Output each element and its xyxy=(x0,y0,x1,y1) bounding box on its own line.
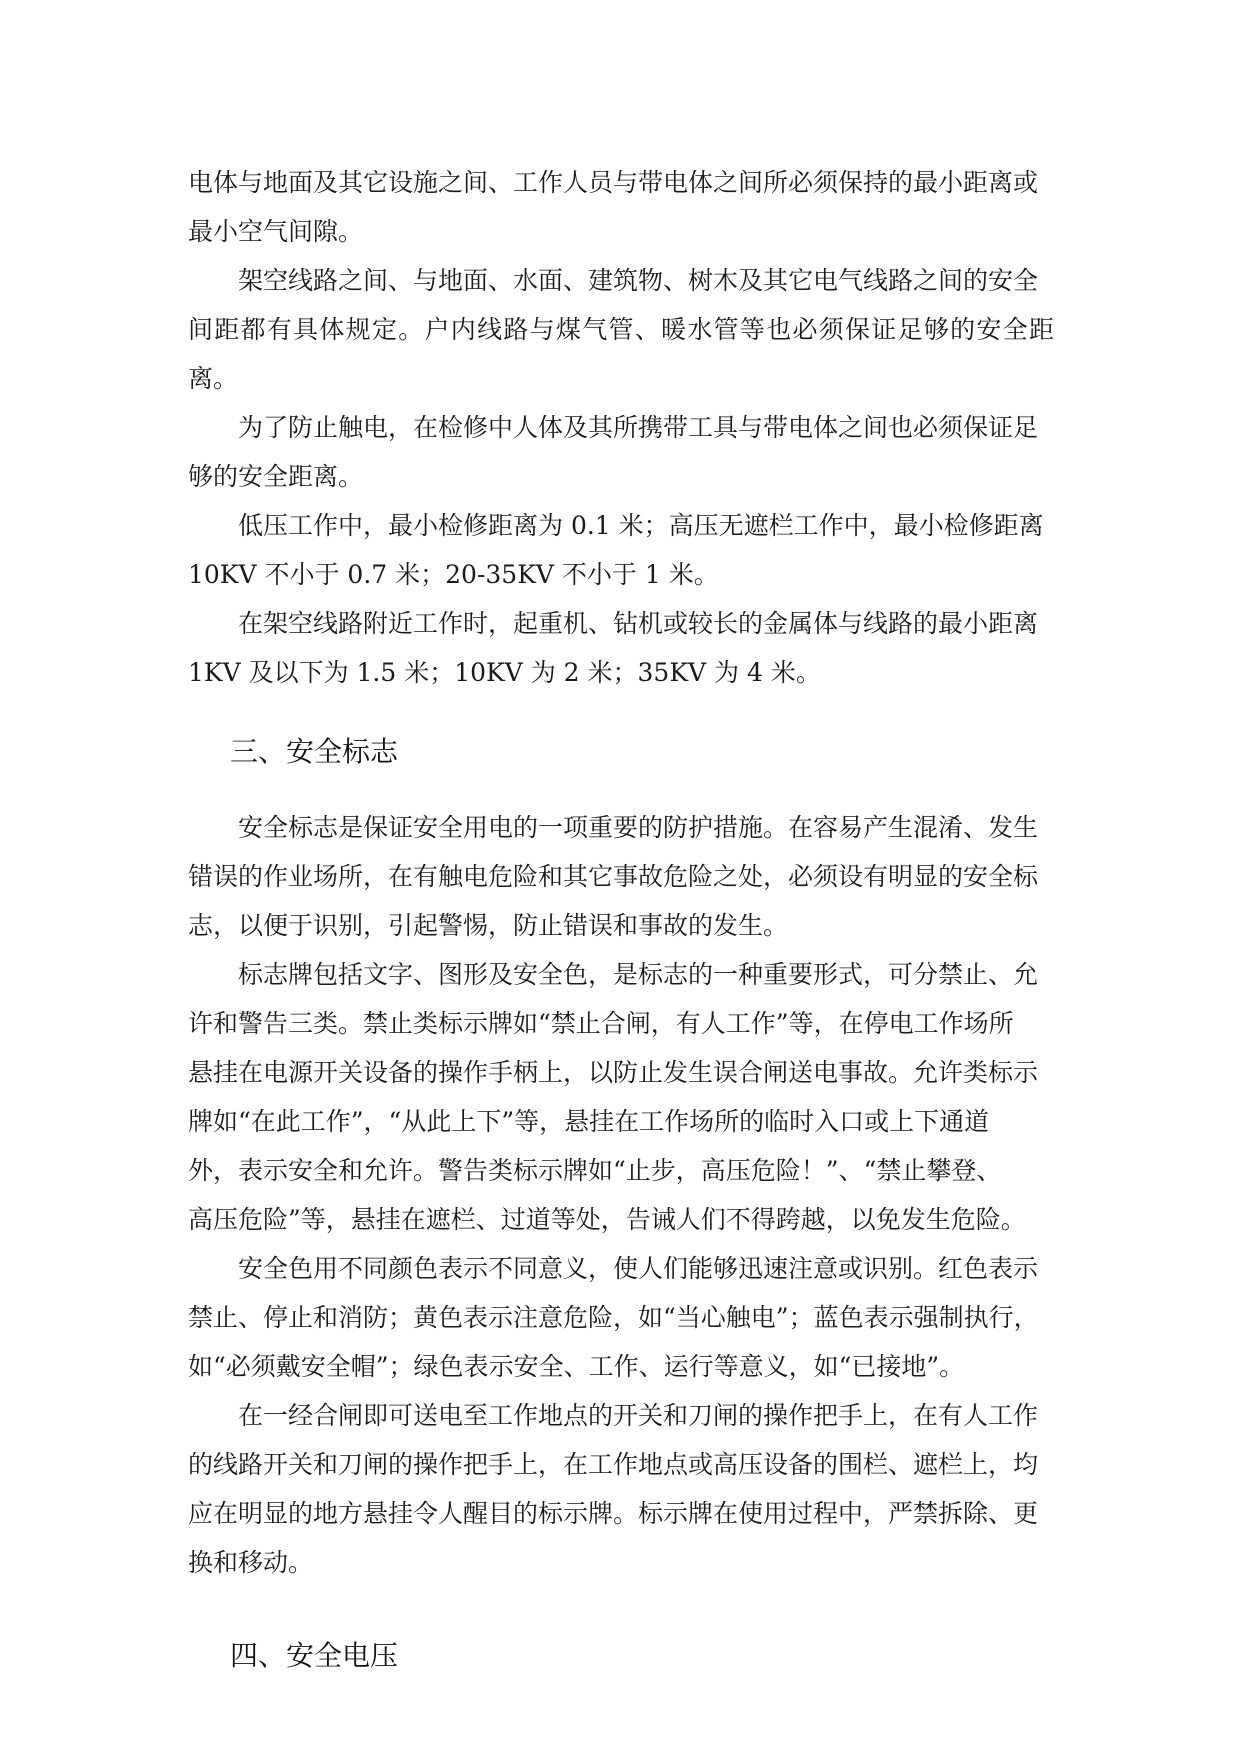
section-heading-safety-voltage: 四、安全电压 xyxy=(230,1639,399,1672)
paragraph-crane-distance: 在架空线路附近工作时，起重机、钻机或较长的金属体与线路的最小距离 1KV 及以下为 1.5 米；10KV 为 2 米；35KV 为 4 米。 xyxy=(188,609,1039,687)
paragraph-overhead-line-spacing: 架空线路之间、与地面、水面、建筑物、树木及其它电气线路之间的安全 间距都有具体规定。户内线路与煤气管、暖水管等也必须保证足够的安全距离。 xyxy=(188,266,1054,393)
paragraph-maintenance-clearance: 为了防止触电，在检修中人体及其所携带工具与带电体之间也必须保证足 够的安全距离。 xyxy=(188,413,1039,491)
paragraph-safety-sign-purpose: 安全标志是保证安全用电的一项重要的防护措施。在容易产生混淆、发生 错误的作业场所，在有触电危险和其它事故危险之处，必须设有明显的安全标 志，以便于识别，引起警惕，防止错误和事故的发生。 xyxy=(188,813,1039,940)
paragraph-clearance-definition: 电体与地面及其它设施之间、工作人员与带电体之间所必须保持的最小距离或 最小空气间隙。 xyxy=(188,168,1039,246)
paragraph-sign-board-types: 标志牌包括文字、图形及安全色，是标志的一种重要形式，可分禁止、允 许和警告三类。禁止类标示牌如“禁止合闸，有人工作”等，在停电工作场所 悬挂在电源开关设备的操作手柄上，以防止发生误合闸送电事故。允许类标示 牌如“在此工作”，“从此上下”等，悬挂在工作场所的临时入口或上下通道 外，表示安全和允许。警告类标示牌如“止步，高压危险！”、“禁止攀登、 高压危险”等，悬挂在遮栏、过道等处，告诫人们不得跨越，以免发生危险。 xyxy=(188,960,1039,1234)
section-heading-safety-signs: 三、安全标志 xyxy=(230,735,399,768)
paragraph-minimum-maintenance-distance: 低压工作中，最小检修距离为 0.1 米；高压无遮栏工作中，最小检修距离 10KV 不小于 0.7 米；20-35KV 不小于 1 米。 xyxy=(188,511,1044,589)
document-body xyxy=(188,158,1054,1680)
paragraph-sign-placement: 在一经合闸即可送电至工作地点的开关和刀闸的操作把手上，在有人工作 的线路开关和刀闸的操作把手上，在工作地点或高压设备的围栏、遮栏上，均 应在明显的地方悬挂令人醒目的标示牌。标示牌在使用过程中，严禁拆除、更 换和移动。 xyxy=(188,1401,1039,1577)
paragraph-safety-colors: 安全色用不同颜色表示不同意义，使人们能够迅速注意或识别。红色表示 禁止、停止和消防；黄色表示注意危险，如“当心触电”；蓝色表示强制执行， 如“必须戴安全帽”；绿色表示安全、工作、运行等意义，如“已接地”。 xyxy=(188,1254,1039,1381)
